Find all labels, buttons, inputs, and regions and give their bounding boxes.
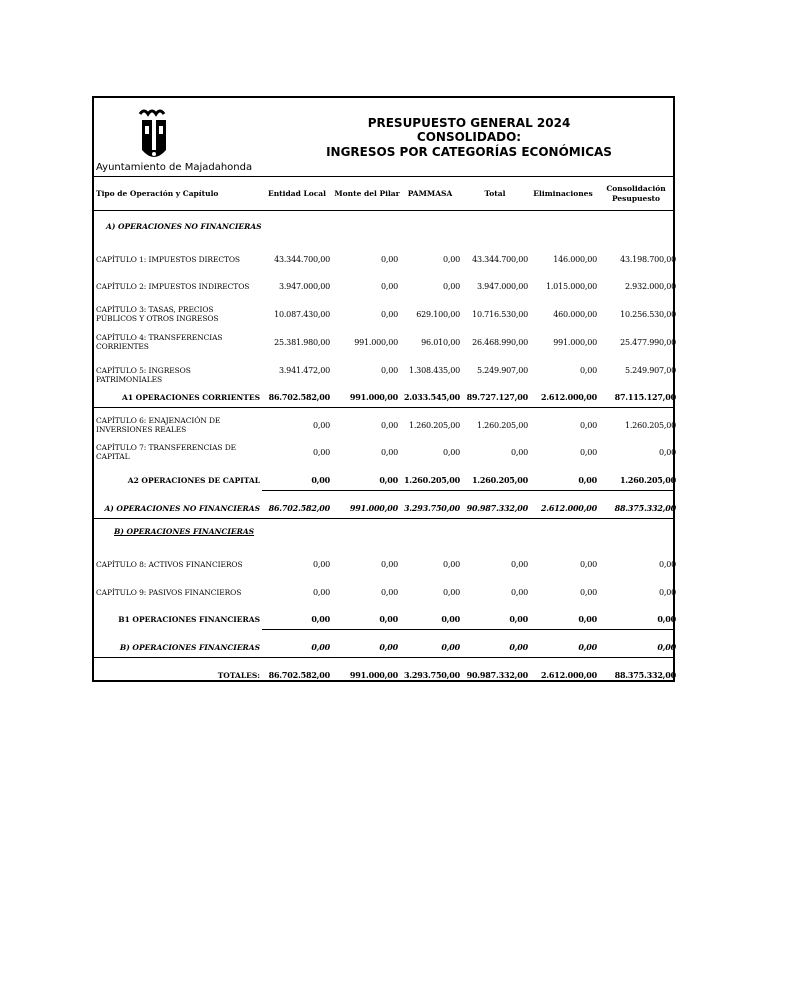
table-cell: 0,00 — [658, 560, 676, 569]
table-header — [94, 98, 673, 177]
table-cell: 629.100,00 — [416, 310, 460, 319]
table-cell: 0,00 — [442, 560, 460, 569]
column-header-type: Tipo de Operación y Capítulo — [96, 189, 219, 198]
table-cell: 0,00 — [379, 614, 398, 624]
title-line-1: PRESUPUESTO GENERAL 2024 — [367, 116, 571, 130]
table-cell: 1.015.000,00 — [545, 282, 597, 291]
table-cell: 0,00 — [311, 614, 330, 624]
table-row-label: A1 OPERACIONES CORRIENTES — [122, 393, 260, 402]
table-row-label: TOTALES: — [217, 671, 260, 680]
table-cell: 2.612.000,00 — [540, 503, 597, 513]
table-row-label: CAPÍTULO 8: ACTIVOS FINANCIEROS — [96, 560, 243, 569]
table-cell: 2.932.000,00 — [624, 282, 676, 291]
table-cell: 2.612.000,00 — [540, 392, 597, 402]
table-cell: 0,00 — [442, 448, 460, 457]
table-cell: 88.375.332,00 — [614, 670, 676, 680]
table-cell: 991.000,00 — [349, 392, 398, 402]
table-cell: 0,00 — [509, 614, 528, 624]
table-row-label: CAPÍTULO 1: IMPUESTOS DIRECTOS — [96, 255, 240, 264]
table-cell: 1.260.205,00 — [624, 421, 676, 430]
title-line-3: INGRESOS POR CATEGORÍAS ECONÓMICAS — [326, 145, 612, 159]
table-cell: 3.947.000,00 — [278, 282, 330, 291]
table-cell: 0,00 — [579, 560, 597, 569]
table-cell: 0,00 — [579, 366, 597, 375]
table-cell: 0,00 — [380, 421, 398, 430]
table-cell: 0,00 — [579, 448, 597, 457]
table-cell: 0,00 — [510, 588, 528, 597]
table-row-label: CAPÍTULO 9: PASIVOS FINANCIEROS — [96, 588, 242, 597]
table-cell: 3.941.472,00 — [278, 366, 330, 375]
table-cell: 1.308.435,00 — [408, 366, 460, 375]
column-header-consolidacion: Consolidación Pesupuesto — [606, 184, 666, 203]
table-cell: 0,00 — [509, 642, 528, 652]
table-cell: 0,00 — [380, 282, 398, 291]
table-cell: 0,00 — [442, 588, 460, 597]
table-cell: 0,00 — [657, 614, 676, 624]
table-row-label: B1 OPERACIONES FINANCIERAS — [118, 615, 260, 624]
table-cell: 0,00 — [442, 282, 460, 291]
table-row-label: A2 OPERACIONES DE CAPITAL — [127, 476, 260, 485]
table-cell: 0,00 — [311, 642, 330, 652]
table-cell: 0,00 — [578, 614, 597, 624]
subtotal-divider — [262, 490, 673, 491]
table-cell: 43.344.700,00 — [472, 255, 528, 264]
table-cell: 1.260.205,00 — [403, 475, 460, 485]
table-cell: 10.256.530,00 — [620, 310, 676, 319]
column-header-eliminaciones: Eliminaciones — [533, 189, 593, 198]
table-cell: 991.000,00 — [354, 338, 398, 347]
column-header-monte: Monte del Pilar — [334, 189, 400, 198]
title-line-2: CONSOLIDADO: — [416, 130, 522, 144]
table-cell: 0,00 — [380, 366, 398, 375]
table-cell: 0,00 — [510, 448, 528, 457]
table-cell: 0,00 — [380, 448, 398, 457]
table-cell: 3.947.000,00 — [476, 282, 528, 291]
table-cell: 0,00 — [441, 614, 460, 624]
table-cell: 1.260.205,00 — [476, 421, 528, 430]
table-cell: 0,00 — [312, 421, 330, 430]
municipal-coat-of-arms-icon — [134, 106, 174, 162]
table-cell: 0,00 — [312, 448, 330, 457]
table-cell: 146.000,00 — [553, 255, 597, 264]
table-cell: 0,00 — [380, 588, 398, 597]
table-cell: 1.260.205,00 — [619, 475, 676, 485]
table-row-label: CAPÍTULO 6: ENAJENACIÓN DE INVERSIONES REALES — [96, 416, 221, 434]
table-cell: 86.702.582,00 — [268, 670, 330, 680]
subtotal-divider — [262, 629, 673, 630]
table-cell: 0,00 — [380, 255, 398, 264]
table-row-label: CAPÍTULO 7: TRANSFERENCIAS DE CAPITAL — [96, 443, 237, 461]
table-cell: 89.727.127,00 — [466, 392, 528, 402]
table-cell: 1.260.205,00 — [471, 475, 528, 485]
table-cell: 0,00 — [311, 475, 330, 485]
row-divider — [94, 518, 673, 519]
table-row-label: CAPÍTULO 4: TRANSFERENCIAS CORRIENTES — [96, 333, 223, 351]
table-cell: 25.477.990,00 — [620, 338, 676, 347]
table-cell: 0,00 — [442, 255, 460, 264]
table-cell: 10.087.430,00 — [274, 310, 330, 319]
table-cell: 0,00 — [578, 642, 597, 652]
table-cell: 0,00 — [380, 560, 398, 569]
table-cell: 87.115.127,00 — [614, 392, 676, 402]
table-cell: 1.260.205,00 — [408, 421, 460, 430]
table-cell: 5.249.907,00 — [476, 366, 528, 375]
table-cell: 0,00 — [578, 475, 597, 485]
table-cell: 3.293.750,00 — [403, 670, 460, 680]
column-header-entidad: Entidad Local — [268, 189, 326, 198]
table-cell: 991.000,00 — [349, 670, 398, 680]
section-b-title: B) OPERACIONES FINANCIERAS — [114, 527, 255, 536]
table-cell: 0,00 — [579, 588, 597, 597]
table-cell: 86.702.582,00 — [268, 392, 330, 402]
table-cell: 90.987.332,00 — [466, 503, 528, 513]
table-cell: 43.344.700,00 — [274, 255, 330, 264]
table-cell: 0,00 — [441, 642, 460, 652]
table-cell: 10.716.530,00 — [472, 310, 528, 319]
table-cell: 0,00 — [380, 310, 398, 319]
table-row-label: CAPÍTULO 2: IMPUESTOS INDIRECTOS — [96, 282, 250, 291]
table-cell: 2.033.545,00 — [403, 392, 460, 402]
table-cell: 0,00 — [658, 588, 676, 597]
table-cell: 0,00 — [658, 448, 676, 457]
table-cell: 86.702.582,00 — [268, 503, 330, 513]
row-divider — [94, 407, 673, 408]
table-cell: 991.000,00 — [553, 338, 597, 347]
table-row-label: A) OPERACIONES NO FINANCIERAS — [104, 504, 260, 513]
table-cell: 0,00 — [312, 560, 330, 569]
table-cell: 43.198.700,00 — [620, 255, 676, 264]
table-cell: 0,00 — [379, 475, 398, 485]
column-header-pammasa: PAMMASA — [407, 189, 453, 198]
table-cell: 0,00 — [579, 421, 597, 430]
table-cell: 90.987.332,00 — [466, 670, 528, 680]
column-header-total: Total — [484, 189, 506, 198]
table-cell: 991.000,00 — [349, 503, 398, 513]
table-cell: 5.249.907,00 — [624, 366, 676, 375]
table-cell: 96.010,00 — [421, 338, 460, 347]
table-cell: 26.468.990,00 — [472, 338, 528, 347]
table-cell: 0,00 — [379, 642, 398, 652]
table-cell: 25.381.980,00 — [274, 338, 330, 347]
table-cell: 88.375.332,00 — [614, 503, 676, 513]
table-row-label: CAPÍTULO 3: TASAS, PRECIOS PÚBLICOS Y OTROS INGRESOS — [96, 305, 219, 323]
section-a-title: A) OPERACIONES NO FINANCIERAS — [106, 222, 262, 231]
row-divider — [94, 657, 673, 658]
header-divider — [94, 210, 673, 211]
table-cell: 2.612.000,00 — [540, 670, 597, 680]
table-cell: 0,00 — [510, 560, 528, 569]
table-cell: 460.000,00 — [553, 310, 597, 319]
org-name: Ayuntamiento de Majadahonda — [96, 162, 253, 173]
table-cell: 0,00 — [312, 588, 330, 597]
table-cell: 0,00 — [657, 642, 676, 652]
table-row-label: CAPÍTULO 5: INGRESOS PATRIMONIALES — [96, 366, 191, 384]
table-cell: 3.293.750,00 — [403, 503, 460, 513]
budget-table — [92, 96, 675, 682]
table-row-label: B) OPERACIONES FINANCIERAS — [119, 643, 260, 652]
